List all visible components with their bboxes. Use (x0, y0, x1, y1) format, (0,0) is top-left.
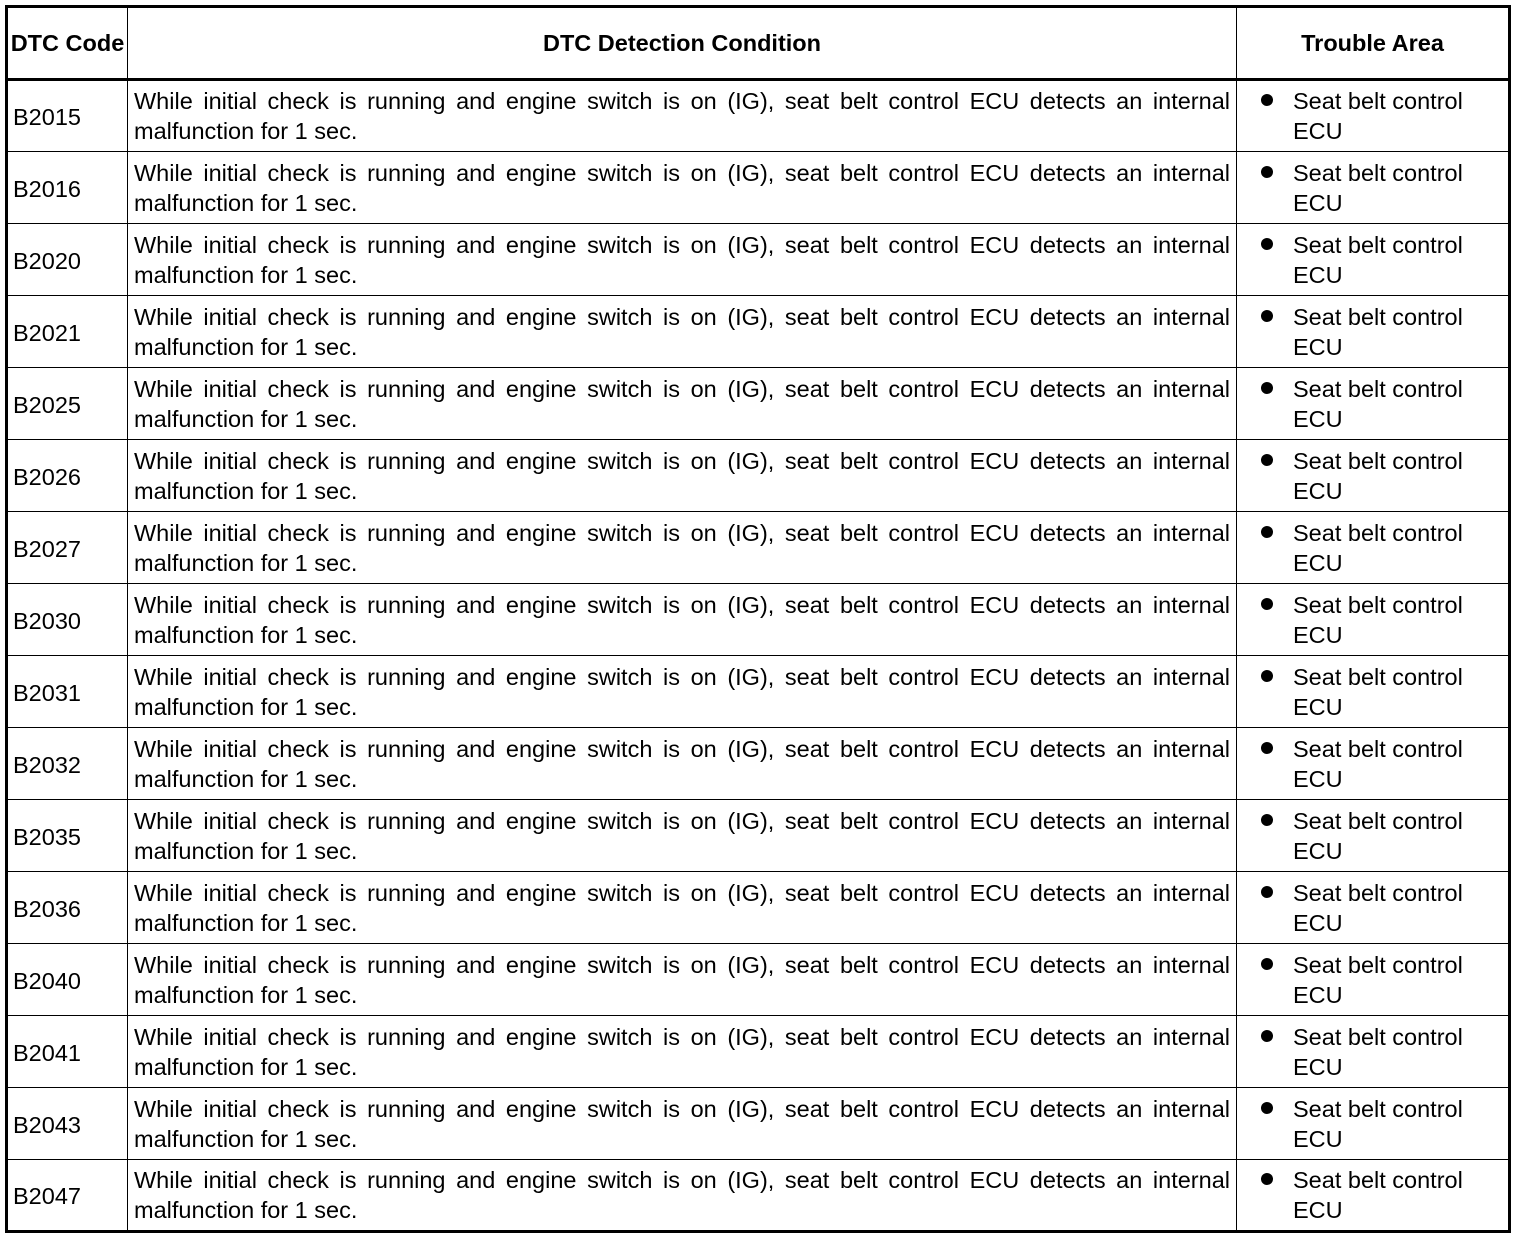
bullet-icon (1261, 382, 1273, 394)
trouble-area-cell (1237, 296, 1510, 368)
header-trouble-area: Trouble Area (1237, 7, 1510, 80)
bullet-icon (1261, 1173, 1273, 1185)
detection-condition-cell: While initial check is running and engine switch is on (IG), seat belt control ECU detects an internal malfunction for 1 sec. (128, 728, 1237, 800)
trouble-area-item (1237, 1094, 1508, 1154)
detection-condition-cell: While initial check is running and engine switch is on (IG), seat belt control ECU detects an internal malfunction for 1 sec. (128, 152, 1237, 224)
bullet-icon (1261, 742, 1273, 754)
trouble-area-cell (1237, 656, 1510, 728)
trouble-area-text: Seat belt control ECU (1293, 879, 1463, 936)
trouble-area-text: Seat belt control ECU (1293, 735, 1463, 792)
trouble-area-text: Seat belt control ECU (1293, 447, 1463, 504)
trouble-area-text: Seat belt control ECU (1293, 807, 1463, 864)
table-row (7, 800, 1510, 872)
dtc-code-cell: B2036 (7, 872, 128, 944)
detection-condition-cell: While initial check is running and engine switch is on (IG), seat belt control ECU detects an internal malfunction for 1 sec. (128, 80, 1237, 152)
bullet-icon (1261, 670, 1273, 682)
table-row (7, 368, 1510, 440)
detection-condition-cell: While initial check is running and engine switch is on (IG), seat belt control ECU detects an internal malfunction for 1 sec. (128, 296, 1237, 368)
table-row (7, 224, 1510, 296)
trouble-area-cell (1237, 584, 1510, 656)
detection-condition-cell: While initial check is running and engine switch is on (IG), seat belt control ECU detects an internal malfunction for 1 sec. (128, 944, 1237, 1016)
dtc-code-cell: B2027 (7, 512, 128, 584)
dtc-code-cell: B2041 (7, 1016, 128, 1088)
trouble-area-item (1237, 878, 1508, 938)
bullet-icon (1261, 1030, 1273, 1042)
trouble-area-item (1237, 446, 1508, 506)
trouble-area-item (1237, 950, 1508, 1010)
trouble-area-item (1237, 806, 1508, 866)
bullet-icon (1261, 814, 1273, 826)
detection-condition-cell: While initial check is running and engine switch is on (IG), seat belt control ECU detects an internal malfunction for 1 sec. (128, 800, 1237, 872)
table-header (7, 7, 1510, 80)
detection-condition-cell: While initial check is running and engine switch is on (IG), seat belt control ECU detects an internal malfunction for 1 sec. (128, 512, 1237, 584)
detection-condition-cell: While initial check is running and engine switch is on (IG), seat belt control ECU detects an internal malfunction for 1 sec. (128, 224, 1237, 296)
table-row (7, 656, 1510, 728)
bullet-icon (1261, 454, 1273, 466)
trouble-area-text: Seat belt control ECU (1293, 591, 1463, 648)
dtc-code-cell: B2032 (7, 728, 128, 800)
table-row (7, 584, 1510, 656)
detection-condition-cell: While initial check is running and engine switch is on (IG), seat belt control ECU detects an internal malfunction for 1 sec. (128, 1160, 1237, 1232)
trouble-area-item (1237, 590, 1508, 650)
table-row (7, 80, 1510, 152)
trouble-area-text: Seat belt control ECU (1293, 1095, 1463, 1152)
dtc-code-cell: B2021 (7, 296, 128, 368)
trouble-area-text: Seat belt control ECU (1293, 1023, 1463, 1080)
bullet-icon (1261, 94, 1273, 106)
detection-condition-cell: While initial check is running and engine switch is on (IG), seat belt control ECU detects an internal malfunction for 1 sec. (128, 1016, 1237, 1088)
trouble-area-item (1237, 302, 1508, 362)
trouble-area-cell (1237, 728, 1510, 800)
table-row (7, 1088, 1510, 1160)
trouble-area-item (1237, 230, 1508, 290)
trouble-area-cell (1237, 800, 1510, 872)
trouble-area-cell (1237, 1016, 1510, 1088)
trouble-area-item (1237, 662, 1508, 722)
detection-condition-cell: While initial check is running and engine switch is on (IG), seat belt control ECU detects an internal malfunction for 1 sec. (128, 872, 1237, 944)
trouble-area-text: Seat belt control ECU (1293, 88, 1463, 144)
dtc-code-cell: B2031 (7, 656, 128, 728)
table-row (7, 440, 1510, 512)
trouble-area-text: Seat belt control ECU (1293, 519, 1463, 576)
trouble-area-cell (1237, 872, 1510, 944)
dtc-code-cell: B2030 (7, 584, 128, 656)
dtc-code-cell: B2040 (7, 944, 128, 1016)
trouble-area-item (1237, 374, 1508, 434)
trouble-area-item (1237, 86, 1508, 146)
trouble-area-item (1237, 1165, 1508, 1225)
detection-condition-cell: While initial check is running and engine switch is on (IG), seat belt control ECU detects an internal malfunction for 1 sec. (128, 368, 1237, 440)
trouble-area-text: Seat belt control ECU (1293, 375, 1463, 432)
table-row (7, 1016, 1510, 1088)
dtc-code-cell: B2035 (7, 800, 128, 872)
trouble-area-text: Seat belt control ECU (1293, 159, 1463, 216)
header-detection-condition: DTC Detection Condition (128, 7, 1237, 80)
bullet-icon (1261, 886, 1273, 898)
dtc-code-cell: B2026 (7, 440, 128, 512)
bullet-icon (1261, 310, 1273, 322)
table-row (7, 152, 1510, 224)
bullet-icon (1261, 526, 1273, 538)
table-row (7, 512, 1510, 584)
trouble-area-cell (1237, 944, 1510, 1016)
detection-condition-cell: While initial check is running and engine switch is on (IG), seat belt control ECU detects an internal malfunction for 1 sec. (128, 584, 1237, 656)
trouble-area-item (1237, 1022, 1508, 1082)
trouble-area-cell (1237, 512, 1510, 584)
dtc-table (5, 5, 1511, 1233)
table-row (7, 872, 1510, 944)
trouble-area-item (1237, 734, 1508, 794)
dtc-code-cell: B2047 (7, 1160, 128, 1232)
trouble-area-item (1237, 518, 1508, 578)
bullet-icon (1261, 166, 1273, 178)
bullet-icon (1261, 958, 1273, 970)
dtc-code-cell: B2016 (7, 152, 128, 224)
dtc-code-cell: B2015 (7, 80, 128, 152)
detection-condition-cell: While initial check is running and engine switch is on (IG), seat belt control ECU detects an internal malfunction for 1 sec. (128, 1088, 1237, 1160)
trouble-area-cell (1237, 440, 1510, 512)
trouble-area-cell (1237, 368, 1510, 440)
trouble-area-cell (1237, 1160, 1510, 1232)
dtc-code-cell: B2020 (7, 224, 128, 296)
detection-condition-cell: While initial check is running and engine switch is on (IG), seat belt control ECU detects an internal malfunction for 1 sec. (128, 440, 1237, 512)
table-row (7, 728, 1510, 800)
trouble-area-cell (1237, 152, 1510, 224)
table-body (7, 80, 1510, 1232)
table-row (7, 296, 1510, 368)
trouble-area-text: Seat belt control ECU (1293, 303, 1463, 360)
trouble-area-text: Seat belt control ECU (1293, 663, 1463, 720)
trouble-area-item (1237, 158, 1508, 218)
dtc-code-cell: B2025 (7, 368, 128, 440)
table-row (7, 1160, 1510, 1232)
header-row (7, 7, 1510, 80)
trouble-area-text: Seat belt control ECU (1293, 231, 1463, 288)
table-row (7, 944, 1510, 1016)
trouble-area-text: Seat belt control ECU (1293, 1167, 1463, 1223)
dtc-code-cell: B2043 (7, 1088, 128, 1160)
trouble-area-cell (1237, 1088, 1510, 1160)
trouble-area-cell (1237, 80, 1510, 152)
bullet-icon (1261, 238, 1273, 250)
bullet-icon (1261, 1102, 1273, 1114)
trouble-area-text: Seat belt control ECU (1293, 951, 1463, 1008)
detection-condition-cell: While initial check is running and engine switch is on (IG), seat belt control ECU detects an internal malfunction for 1 sec. (128, 656, 1237, 728)
bullet-icon (1261, 598, 1273, 610)
trouble-area-cell (1237, 224, 1510, 296)
header-dtc-code: DTC Code (7, 7, 128, 80)
